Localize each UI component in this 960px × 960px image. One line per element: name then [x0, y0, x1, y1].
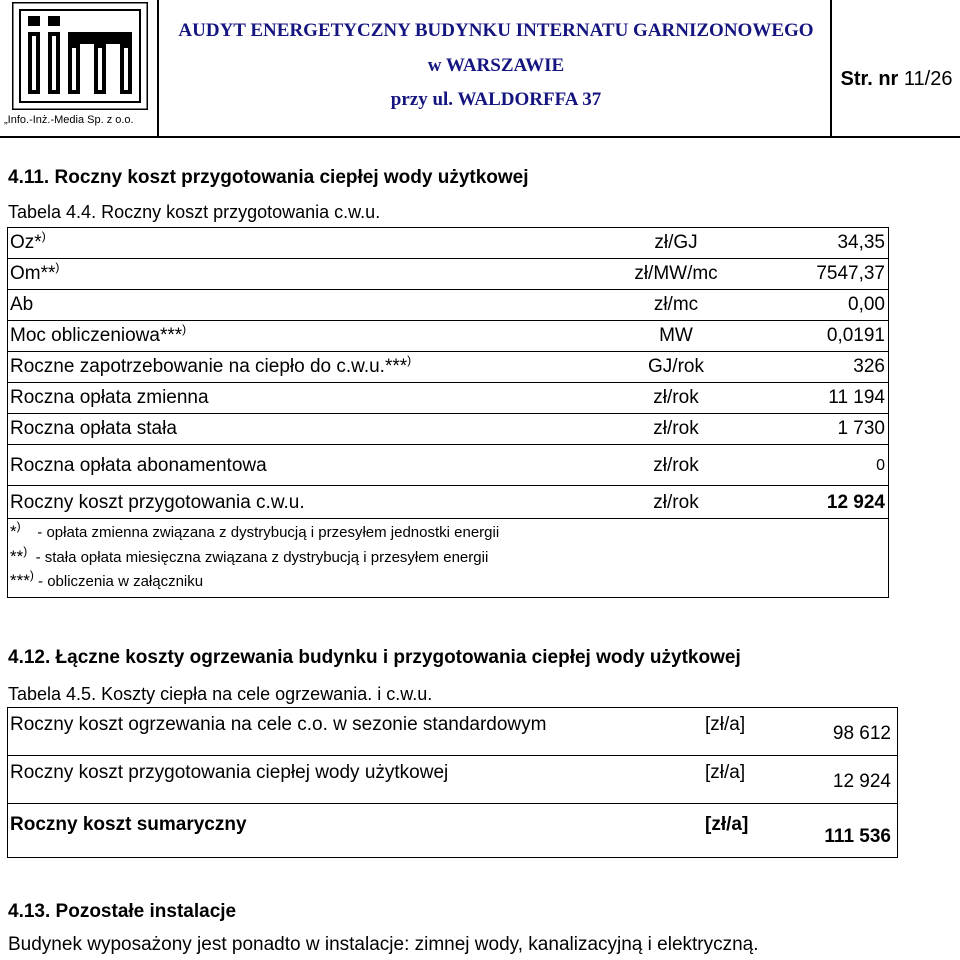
row-unit: [zł/a] — [705, 814, 749, 835]
table-footnotes — [8, 519, 888, 598]
row-label: Om**) — [10, 260, 60, 284]
row-label: Roczna opłata abonamentowa — [10, 455, 267, 476]
table-row — [8, 414, 888, 445]
company-logo — [12, 2, 148, 110]
page-number-value: 11/26 — [903, 68, 953, 90]
table-row — [8, 228, 888, 259]
row-value: 326 — [853, 356, 885, 377]
row-label: Roczne zapotrzebowanie na ciepło do c.w.u.***) — [10, 353, 412, 377]
table-row-total — [8, 804, 897, 858]
row-unit: MW — [659, 325, 693, 346]
row-unit: zł/rok — [653, 492, 699, 513]
row-unit: [zł/a] — [705, 762, 746, 783]
table-caption-4-5: Tabela 4.5. Koszty ciepła na cele ogrzewania. i c.w.u. — [8, 684, 433, 704]
row-value: 98 612 — [832, 723, 891, 744]
row-label: Roczna opłata stała — [10, 418, 177, 439]
section-heading-4-13: 4.13. Pozostałe instalacje — [8, 901, 237, 922]
row-label: Roczny koszt sumaryczny — [10, 814, 247, 835]
page-header — [0, 0, 960, 138]
row-value: 111 536 — [824, 826, 891, 847]
table-row — [8, 321, 888, 352]
row-unit: zł/rok — [653, 387, 699, 408]
row-value: 1 730 — [837, 418, 885, 439]
table-row-total — [8, 486, 888, 519]
table-4-5 — [7, 707, 898, 858]
header-divider — [830, 0, 832, 136]
page-number-label: Str. nr — [840, 68, 899, 90]
table-row — [8, 756, 897, 804]
row-label: Ab — [10, 294, 34, 315]
row-label: Moc obliczeniowa***) — [10, 322, 187, 346]
table-row — [8, 708, 897, 756]
row-label: Oz*) — [10, 229, 46, 253]
section-heading-4-12: 4.12. Łączne koszty ogrzewania budynku i przygotowania ciepłej wody użytkowej — [8, 647, 741, 668]
row-value: 34,35 — [837, 232, 885, 253]
row-value: 0,00 — [848, 294, 885, 315]
row-unit: GJ/rok — [648, 356, 704, 377]
row-value: 0 — [876, 457, 885, 474]
table-caption-4-4: Tabela 4.4. Roczny koszt przygotowania c.w.u. — [8, 202, 381, 222]
row-label: Roczny koszt przygotowania ciepłej wody użytkowej — [10, 762, 449, 783]
iim-logo-icon — [12, 2, 148, 110]
row-unit: zł/MW/mc — [634, 263, 718, 284]
row-value: 12 924 — [832, 771, 891, 792]
table-row — [8, 445, 888, 486]
section-heading-4-11: 4.11. Roczny koszt przygotowania ciepłej wody użytkowej — [8, 167, 529, 188]
row-value: 0,0191 — [826, 325, 885, 346]
header-title-line3: przy ul. WALDORFFA 37 — [390, 89, 602, 110]
header-title-line1: AUDYT ENERGETYCZNY BUDYNKU INTERNATU GARNIZONOWEGO — [178, 20, 814, 41]
footnote: ***) - obliczenia w załączniku — [10, 568, 204, 590]
row-unit: [zł/a] — [705, 714, 746, 735]
section-4-13-text: Budynek wyposażony jest ponadto w instalacje: zimnej wody, kanalizacyjną i elektryczną. — [8, 934, 759, 955]
row-unit: zł/rok — [653, 418, 699, 439]
table-row — [8, 290, 888, 321]
footnote: **) - stała opłata miesięczna związana z dystrybucją i przesyłem energii — [10, 544, 489, 566]
row-label: Roczna opłata zmienna — [10, 387, 209, 408]
row-value: 7547,37 — [816, 263, 885, 284]
row-value: 12 924 — [826, 492, 885, 513]
header-title-line2: w WARSZAWIE — [427, 55, 565, 76]
row-label: Roczny koszt ogrzewania na cele c.o. w sezonie standardowym — [10, 714, 547, 735]
company-caption: „Info.-Inż.-Media Sp. z o.o. — [4, 114, 134, 126]
header-divider — [157, 0, 159, 136]
table-row — [8, 352, 888, 383]
table-row — [8, 383, 888, 414]
row-unit: zł/rok — [653, 455, 699, 476]
row-unit: zł/GJ — [654, 232, 698, 253]
row-value: 11 194 — [828, 387, 885, 408]
row-label: Roczny koszt przygotowania c.w.u. — [10, 492, 305, 513]
footnote: *) - opłata zmienna związana z dystrybucją i przesyłem jednostki energii — [10, 519, 500, 541]
row-unit: zł/mc — [653, 294, 699, 315]
table-row — [8, 259, 888, 290]
table-4-4 — [7, 227, 889, 598]
page-number — [833, 68, 960, 91]
